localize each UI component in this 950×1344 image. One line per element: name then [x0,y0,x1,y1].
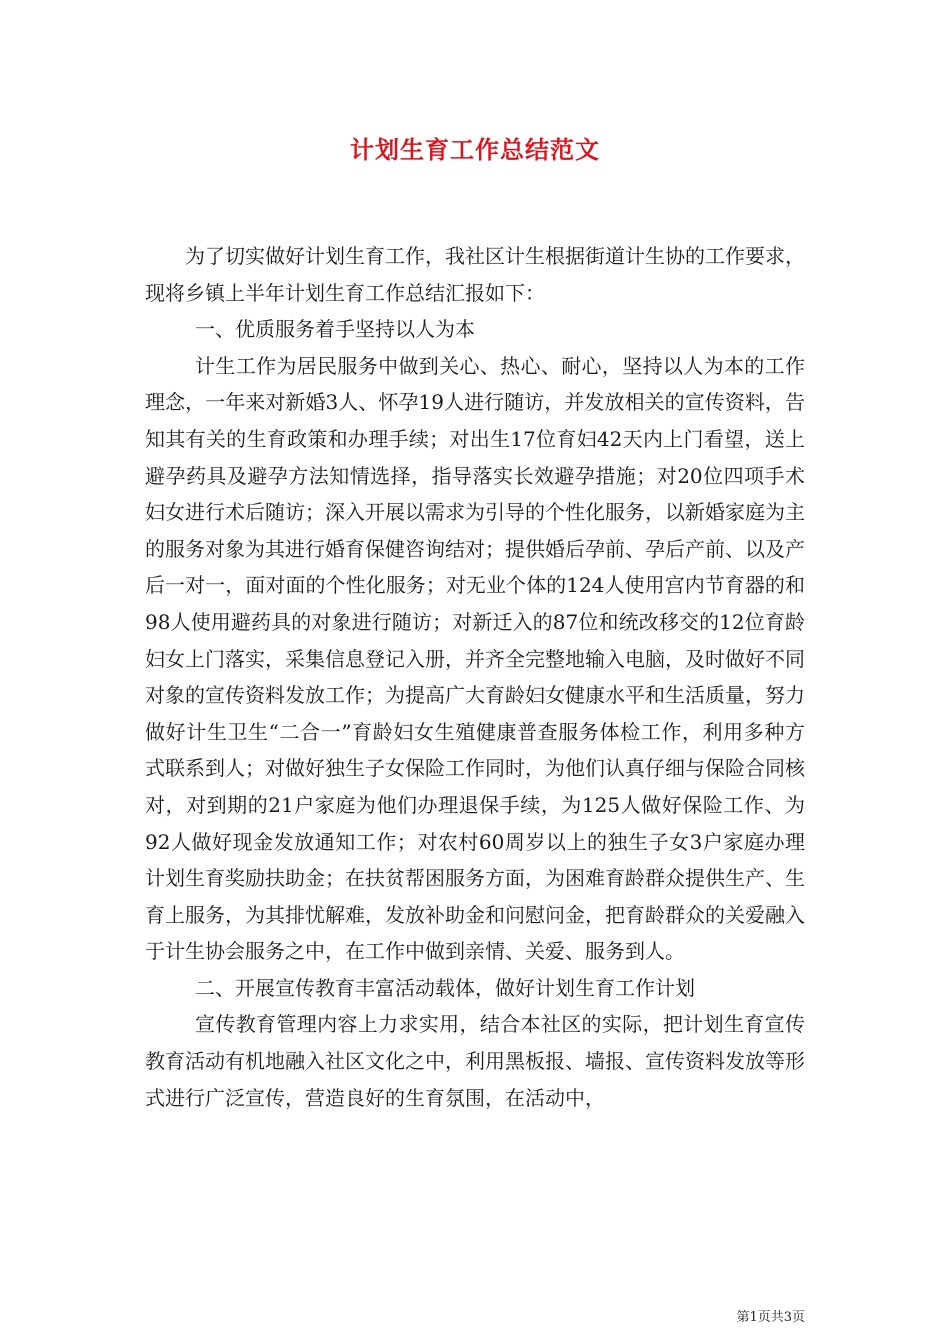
section-heading-2: 二、开展宣传教育丰富活动载体，做好计划生育工作计划 [195,975,695,1000]
document-title: 计划生育工作总结范文 [350,135,600,164]
section-heading-1: 一、优质服务着手坚持以人为本 [195,317,475,342]
document-body [145,238,805,1116]
page-number-footer: 第1页共3页 [736,1310,805,1325]
section-1-paragraph: 计生工作为居民服务中做到关心、热心、耐心，坚持以人为本的工作理念，一年来对新婚3人、怀孕19人进行随访，并发放相关的宣传资料，告知其有关的生育政策和办理手续；对出生17位育妇42天内上门看望，送上避孕药具及避孕方法知情选择，指导落实长效避孕措施；对20位四项手术妇女进行术后随访；深入开展以需求为引导的个性化服务，以新婚家庭为主的服务对象为其进行婚育保健咨询结对；提供婚后孕前、孕后产前、以及产后一对一，面对面的个性化服务；对无业个体的124人使用宫内节育器的和98人使用避药具的对象进行随访；对新迁入的87位和统改移交的12位育龄妇女上门落实，采集信息登记入册，并齐全完整地输入电脑，及时做好不同对象的宣传资料发放工作；为提高广大育龄妇女健康水平和生活质量，努力做好计生卫生“二合一”育龄妇女生殖健康普查服务体检工作，利用多种方式联系到人；对做好独生子女保险工作同时，为他们认真仔细与保险合同核对，对到期的21户家庭为他们办理退保手续，为125人做好保险工作、为92人做好现金发放通知工作；对农村60周岁以上的独生子女3户家庭办理计划生育奖励扶助金；在扶贫帮困服务方面，为困难育龄群众提供生产、生育上服务，为其排忧解难，发放补助金和问慰问金，把育龄群众的关爱融入于计生协会服务之中，在工作中做到亲情、关爱、服务到人。 [145,353,805,964]
intro-paragraph: 为了切实做好计划生育工作，我社区计生根据街道计生协的工作要求，现将乡镇上半年计划生育工作总结汇报如下： [145,244,805,305]
section-2-paragraph: 宣传教育管理内容上力求实用，结合本社区的实际，把计划生育宣传教育活动有机地融入社区文化之中，利用黑板报、墙报、宣传资料发放等形式进行广泛宣传，营造良好的生育氛围，在活动中， [145,1012,805,1110]
